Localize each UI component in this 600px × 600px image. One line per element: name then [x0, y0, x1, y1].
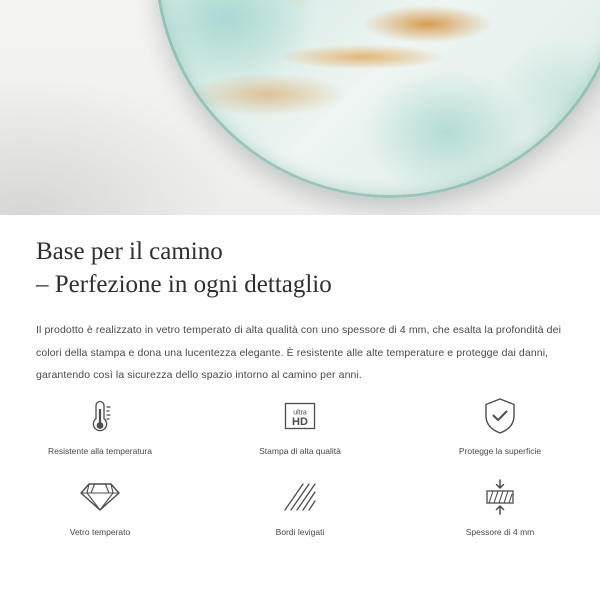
- headline-line-2: – Perfezione in ogni dettaglio: [36, 271, 332, 298]
- thermometer-icon: [76, 392, 124, 440]
- glass-disc-product: [155, 0, 600, 198]
- feature-grid: [0, 392, 600, 538]
- page-title: [0, 215, 600, 301]
- diamond-icon: [76, 473, 124, 521]
- body-paragraph: Il prodotto è realizzato in vetro temperato di alta qualità con uno spessore di 4 mm, che esalta la profondità dei colori della stampa e dona una lucentezza elegante. È resistente alle alte temperature e protegge dai danni, garantendo così la sicurezza dello spazio intorno al camino per anni.: [36, 324, 562, 382]
- feature-label: Resistente alla temperatura: [48, 446, 152, 456]
- feature-item: [0, 392, 200, 457]
- feature-label: Vetro temperato: [69, 527, 131, 538]
- feature-label: Protegge la superficie: [458, 446, 542, 456]
- svg-text:ultra: ultra: [293, 409, 307, 417]
- feature-item: [200, 473, 400, 538]
- feature-item: [400, 392, 600, 457]
- text-content: [0, 215, 600, 387]
- hero-image: [0, 0, 600, 215]
- ultra-hd-icon: [276, 392, 324, 440]
- feature-label: Stampa di alta qualità: [259, 446, 341, 456]
- feature-item: [0, 473, 200, 538]
- feature-item: [400, 473, 600, 538]
- feature-item: [200, 392, 400, 457]
- feature-label: Bordi levigati: [275, 527, 325, 538]
- feature-label: Spessore di 4 mm: [465, 527, 535, 538]
- thickness-arrows-icon: [476, 473, 524, 521]
- polished-edges-icon: [276, 473, 324, 521]
- svg-text:HD: HD: [292, 416, 308, 428]
- headline-line-1: Base per il camino: [36, 238, 223, 265]
- shield-check-icon: [476, 392, 524, 440]
